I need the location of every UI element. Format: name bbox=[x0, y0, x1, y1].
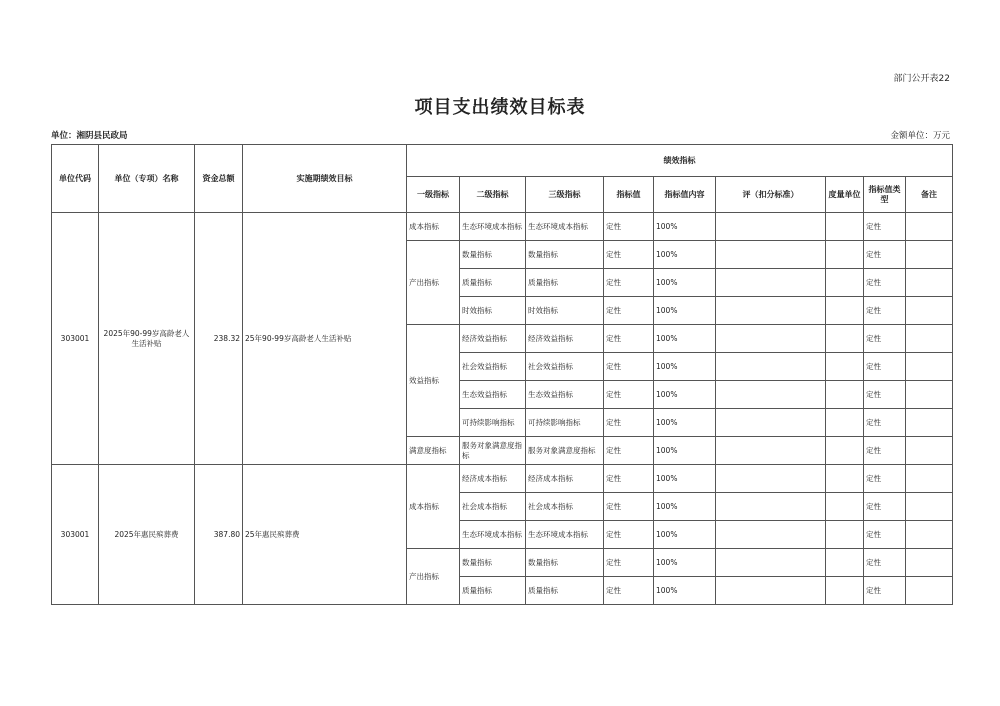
level3-indicator-cell: 数量指标 bbox=[526, 241, 604, 269]
value-content-cell: 100% bbox=[654, 269, 716, 297]
form-number: 部门公开表22 bbox=[893, 74, 950, 84]
value-content-cell: 100% bbox=[654, 213, 716, 241]
level3-indicator-cell: 社会效益指标 bbox=[526, 353, 604, 381]
remark-cell bbox=[906, 297, 953, 325]
header-level2: 二级指标 bbox=[460, 177, 526, 213]
value-content-cell: 100% bbox=[654, 437, 716, 465]
indicator-value-cell: 定性 bbox=[604, 381, 654, 409]
value-content-cell: 100% bbox=[654, 241, 716, 269]
goal-cell: 25年90-99岁高龄老人生活补贴 bbox=[243, 213, 407, 465]
project-name-cell: 2025年90-99岁高龄老人生活补贴 bbox=[99, 213, 195, 465]
level1-indicator-cell: 效益指标 bbox=[407, 325, 460, 437]
unit-label: 单位：湘阴县民政局 bbox=[51, 131, 128, 141]
level3-indicator-cell: 生态环境成本指标 bbox=[526, 213, 604, 241]
header-indicators: 绩效指标 bbox=[407, 145, 953, 177]
level3-indicator-cell: 质量指标 bbox=[526, 577, 604, 605]
measure-unit-cell bbox=[826, 493, 864, 521]
value-type-cell: 定性 bbox=[864, 297, 906, 325]
measure-unit-cell bbox=[826, 437, 864, 465]
level1-indicator-cell: 满意度指标 bbox=[407, 437, 460, 465]
indicator-value-cell: 定性 bbox=[604, 353, 654, 381]
value-type-cell: 定性 bbox=[864, 521, 906, 549]
level3-indicator-cell: 社会成本指标 bbox=[526, 493, 604, 521]
scoring-cell bbox=[716, 409, 826, 437]
scoring-cell bbox=[716, 353, 826, 381]
scoring-cell bbox=[716, 465, 826, 493]
header-value-content: 指标值内容 bbox=[654, 177, 716, 213]
scoring-cell bbox=[716, 297, 826, 325]
performance-table bbox=[51, 144, 953, 605]
goal-cell: 25年惠民殡葬费 bbox=[243, 465, 407, 605]
value-content-cell: 100% bbox=[654, 521, 716, 549]
scoring-cell bbox=[716, 493, 826, 521]
level1-indicator-cell: 成本指标 bbox=[407, 465, 460, 549]
value-content-cell: 100% bbox=[654, 465, 716, 493]
level2-indicator-cell: 生态环境成本指标 bbox=[460, 521, 526, 549]
measure-unit-cell bbox=[826, 465, 864, 493]
value-content-cell: 100% bbox=[654, 325, 716, 353]
indicator-value-cell: 定性 bbox=[604, 269, 654, 297]
measure-unit-cell bbox=[826, 297, 864, 325]
remark-cell bbox=[906, 353, 953, 381]
level2-indicator-cell: 服务对象满意度指标 bbox=[460, 437, 526, 465]
header-measure-unit: 度量单位 bbox=[826, 177, 864, 213]
value-type-cell: 定性 bbox=[864, 493, 906, 521]
table-body bbox=[52, 213, 953, 605]
scoring-cell bbox=[716, 269, 826, 297]
header-unit-code: 单位代码 bbox=[52, 145, 99, 213]
level1-indicator-cell: 成本指标 bbox=[407, 213, 460, 241]
value-type-cell: 定性 bbox=[864, 465, 906, 493]
level3-indicator-cell: 生态效益指标 bbox=[526, 381, 604, 409]
value-type-cell: 定性 bbox=[864, 381, 906, 409]
project-name-cell: 2025年惠民殡葬费 bbox=[99, 465, 195, 605]
measure-unit-cell bbox=[826, 521, 864, 549]
level3-indicator-cell: 经济效益指标 bbox=[526, 325, 604, 353]
measure-unit-cell bbox=[826, 241, 864, 269]
level3-indicator-cell: 服务对象满意度指标 bbox=[526, 437, 604, 465]
indicator-value-cell: 定性 bbox=[604, 325, 654, 353]
scoring-cell bbox=[716, 213, 826, 241]
value-content-cell: 100% bbox=[654, 297, 716, 325]
measure-unit-cell bbox=[826, 549, 864, 577]
total-funds-cell: 238.32 bbox=[195, 213, 243, 465]
level2-indicator-cell: 质量指标 bbox=[460, 269, 526, 297]
measure-unit-cell bbox=[826, 213, 864, 241]
page-title: 项目支出绩效目标表 bbox=[414, 97, 586, 118]
value-type-cell: 定性 bbox=[864, 325, 906, 353]
remark-cell bbox=[906, 465, 953, 493]
level3-indicator-cell: 时效指标 bbox=[526, 297, 604, 325]
level2-indicator-cell: 数量指标 bbox=[460, 241, 526, 269]
header-level3: 三级指标 bbox=[526, 177, 604, 213]
total-funds-cell: 387.80 bbox=[195, 465, 243, 605]
header-value-type: 指标值类型 bbox=[864, 177, 906, 213]
scoring-cell bbox=[716, 325, 826, 353]
level2-indicator-cell: 经济效益指标 bbox=[460, 325, 526, 353]
value-type-cell: 定性 bbox=[864, 269, 906, 297]
measure-unit-cell bbox=[826, 409, 864, 437]
money-unit-label: 金额单位：万元 bbox=[890, 131, 950, 141]
remark-cell bbox=[906, 437, 953, 465]
measure-unit-cell bbox=[826, 269, 864, 297]
scoring-cell bbox=[716, 521, 826, 549]
value-content-cell: 100% bbox=[654, 409, 716, 437]
value-type-cell: 定性 bbox=[864, 549, 906, 577]
header-goal: 实施期绩效目标 bbox=[243, 145, 407, 213]
measure-unit-cell bbox=[826, 325, 864, 353]
table-row bbox=[52, 465, 953, 493]
level3-indicator-cell: 数量指标 bbox=[526, 549, 604, 577]
remark-cell bbox=[906, 213, 953, 241]
unit-code-cell: 303001 bbox=[52, 465, 99, 605]
level3-indicator-cell: 可持续影响指标 bbox=[526, 409, 604, 437]
header-level1: 一级指标 bbox=[407, 177, 460, 213]
level2-indicator-cell: 生态环境成本指标 bbox=[460, 213, 526, 241]
header-value: 指标值 bbox=[604, 177, 654, 213]
indicator-value-cell: 定性 bbox=[604, 465, 654, 493]
level2-indicator-cell: 生态效益指标 bbox=[460, 381, 526, 409]
table-row bbox=[52, 213, 953, 241]
remark-cell bbox=[906, 381, 953, 409]
value-content-cell: 100% bbox=[654, 381, 716, 409]
scoring-cell bbox=[716, 437, 826, 465]
indicator-value-cell: 定性 bbox=[604, 549, 654, 577]
level1-indicator-cell: 产出指标 bbox=[407, 549, 460, 605]
level2-indicator-cell: 经济成本指标 bbox=[460, 465, 526, 493]
level2-indicator-cell: 时效指标 bbox=[460, 297, 526, 325]
level3-indicator-cell: 经济成本指标 bbox=[526, 465, 604, 493]
indicator-value-cell: 定性 bbox=[604, 437, 654, 465]
header-scoring: 评（扣分标准） bbox=[716, 177, 826, 213]
remark-cell bbox=[906, 241, 953, 269]
scoring-cell bbox=[716, 381, 826, 409]
header-project-name: 单位（专项）名称 bbox=[99, 145, 195, 213]
scoring-cell bbox=[716, 577, 826, 605]
value-content-cell: 100% bbox=[654, 493, 716, 521]
measure-unit-cell bbox=[826, 353, 864, 381]
level3-indicator-cell: 生态环境成本指标 bbox=[526, 521, 604, 549]
indicator-value-cell: 定性 bbox=[604, 521, 654, 549]
value-type-cell: 定性 bbox=[864, 353, 906, 381]
value-content-cell: 100% bbox=[654, 353, 716, 381]
indicator-value-cell: 定性 bbox=[604, 241, 654, 269]
indicator-value-cell: 定性 bbox=[604, 409, 654, 437]
scoring-cell bbox=[716, 241, 826, 269]
level2-indicator-cell: 社会效益指标 bbox=[460, 353, 526, 381]
level1-indicator-cell: 产出指标 bbox=[407, 241, 460, 325]
header-remark: 备注 bbox=[906, 177, 953, 213]
unit-code-cell: 303001 bbox=[52, 213, 99, 465]
measure-unit-cell bbox=[826, 381, 864, 409]
value-type-cell: 定性 bbox=[864, 241, 906, 269]
level2-indicator-cell: 质量指标 bbox=[460, 577, 526, 605]
indicator-value-cell: 定性 bbox=[604, 297, 654, 325]
remark-cell bbox=[906, 325, 953, 353]
level2-indicator-cell: 社会成本指标 bbox=[460, 493, 526, 521]
value-content-cell: 100% bbox=[654, 549, 716, 577]
indicator-value-cell: 定性 bbox=[604, 493, 654, 521]
scoring-cell bbox=[716, 549, 826, 577]
value-type-cell: 定性 bbox=[864, 577, 906, 605]
indicator-value-cell: 定性 bbox=[604, 577, 654, 605]
remark-cell bbox=[906, 409, 953, 437]
remark-cell bbox=[906, 549, 953, 577]
header-total-funds: 资金总额 bbox=[195, 145, 243, 213]
value-content-cell: 100% bbox=[654, 577, 716, 605]
remark-cell bbox=[906, 521, 953, 549]
measure-unit-cell bbox=[826, 577, 864, 605]
level2-indicator-cell: 数量指标 bbox=[460, 549, 526, 577]
value-type-cell: 定性 bbox=[864, 213, 906, 241]
value-type-cell: 定性 bbox=[864, 437, 906, 465]
remark-cell bbox=[906, 493, 953, 521]
indicator-value-cell: 定性 bbox=[604, 213, 654, 241]
remark-cell bbox=[906, 269, 953, 297]
value-type-cell: 定性 bbox=[864, 409, 906, 437]
remark-cell bbox=[906, 577, 953, 605]
level2-indicator-cell: 可持续影响指标 bbox=[460, 409, 526, 437]
level3-indicator-cell: 质量指标 bbox=[526, 269, 604, 297]
